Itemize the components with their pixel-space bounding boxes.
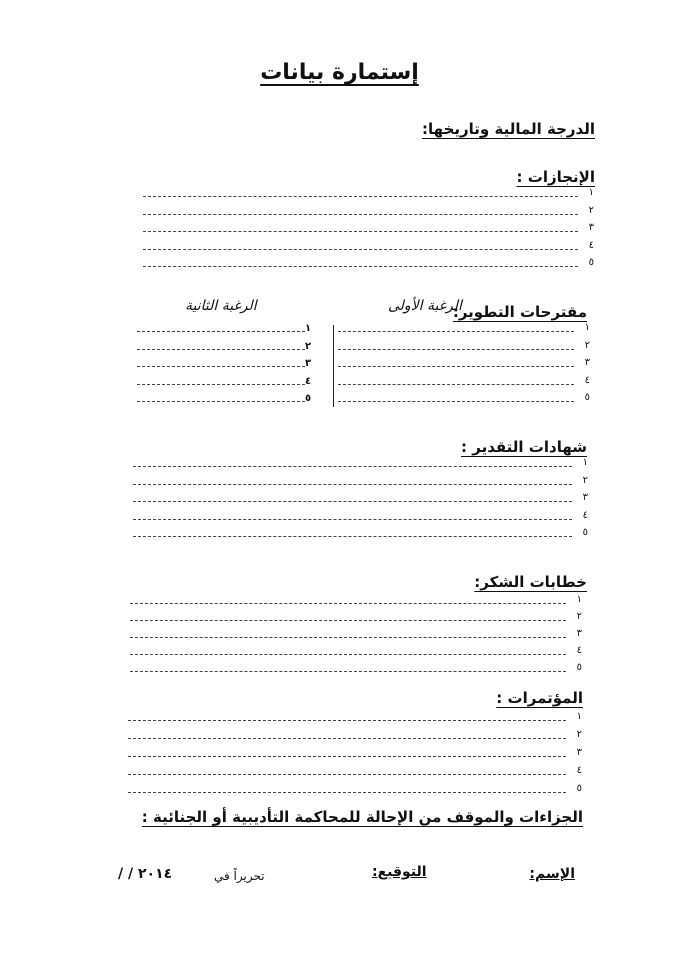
thanks-number: ٣: [576, 628, 582, 639]
development-heading: مقترحات التطوير:: [452, 303, 587, 321]
achievement-line[interactable]: [143, 249, 578, 250]
date-label: تحريراً في: [214, 869, 265, 883]
achievement-number: ٣: [588, 222, 594, 233]
development-number: ٢: [584, 339, 590, 351]
achievement-number: ١: [588, 187, 594, 198]
form-title: إستمارة بيانات: [260, 60, 419, 85]
certificate-number: ٣: [582, 492, 588, 503]
development-number: ٣: [584, 357, 590, 368]
certificate-number: ٤: [582, 509, 588, 521]
second-choice-line[interactable]: [137, 366, 305, 367]
conferences-heading: المؤتمرات :: [496, 689, 583, 707]
certificate-number: ١: [582, 457, 588, 468]
date-value: / / ٢٠١٤: [118, 866, 173, 882]
achievement-number: ٢: [588, 204, 594, 216]
certificate-line[interactable]: [133, 519, 572, 520]
thanks-heading: خطابات الشكر:: [474, 573, 587, 591]
first-choice-line[interactable]: [338, 384, 574, 385]
second-choice-line[interactable]: [137, 349, 305, 350]
first-choice-line[interactable]: [338, 401, 574, 402]
second-choice-line[interactable]: [137, 331, 305, 332]
grade-heading: الدرجة المالية وتاريخها:: [422, 120, 595, 138]
second-choice-label: الرغبة الثانية: [185, 298, 257, 314]
certificates-heading: شهادات التقدير :: [461, 438, 587, 456]
first-choice-label: الرغبة الأولى: [388, 298, 462, 314]
achievement-number: ٥: [588, 257, 594, 268]
achievements-heading: الإنجازات :: [516, 168, 595, 186]
conference-number: ٣: [576, 747, 582, 758]
conference-line[interactable]: [128, 738, 566, 739]
development-number: ٤: [584, 374, 590, 386]
second-choice-number: ٤: [305, 375, 312, 387]
column-divider: [333, 325, 334, 407]
conference-number: ٥: [576, 783, 582, 794]
thanks-number: ٥: [576, 662, 582, 673]
thanks-number: ٤: [576, 645, 582, 656]
conference-line[interactable]: [128, 792, 566, 793]
conference-line[interactable]: [128, 774, 566, 775]
certificate-number: ٢: [582, 474, 588, 486]
thanks-line[interactable]: [130, 654, 566, 655]
achievement-line[interactable]: [143, 214, 578, 215]
first-choice-line[interactable]: [338, 349, 574, 350]
first-choice-line[interactable]: [338, 331, 574, 332]
thanks-number: ٢: [576, 611, 582, 622]
first-choice-line[interactable]: [338, 366, 574, 367]
development-number: ٥: [584, 392, 590, 403]
certificate-line[interactable]: [133, 466, 572, 467]
thanks-line[interactable]: [130, 671, 566, 672]
second-choice-number: ٣: [305, 358, 312, 369]
certificate-line[interactable]: [133, 536, 572, 537]
conference-number: ٤: [576, 765, 582, 776]
achievement-number: ٤: [588, 239, 594, 251]
thanks-line[interactable]: [130, 603, 566, 604]
second-choice-number: ٥: [305, 393, 312, 404]
certificate-number: ٥: [582, 527, 588, 538]
achievement-line[interactable]: [143, 266, 578, 267]
conference-number: ٢: [576, 729, 582, 740]
signature-label: التوقيع:: [372, 864, 427, 880]
achievement-line[interactable]: [143, 231, 578, 232]
conference-number: ١: [576, 711, 582, 722]
thanks-line[interactable]: [130, 637, 566, 638]
name-label: الإسم:: [529, 866, 575, 882]
second-choice-number: ٢: [305, 340, 312, 352]
second-choice-line[interactable]: [137, 401, 305, 402]
conference-line[interactable]: [128, 756, 566, 757]
thanks-line[interactable]: [130, 620, 566, 621]
thanks-number: ١: [576, 594, 582, 605]
second-choice-line[interactable]: [137, 384, 305, 385]
penalties-heading: الجزاءات والموقف من الإحالة للمحاكمة التأديبية أو الجنائية :: [141, 808, 583, 826]
second-choice-number: ١: [305, 323, 312, 334]
conference-line[interactable]: [128, 720, 566, 721]
certificate-line[interactable]: [133, 484, 572, 485]
achievement-line[interactable]: [143, 196, 578, 197]
certificate-line[interactable]: [133, 501, 572, 502]
development-number: ١: [584, 322, 590, 333]
